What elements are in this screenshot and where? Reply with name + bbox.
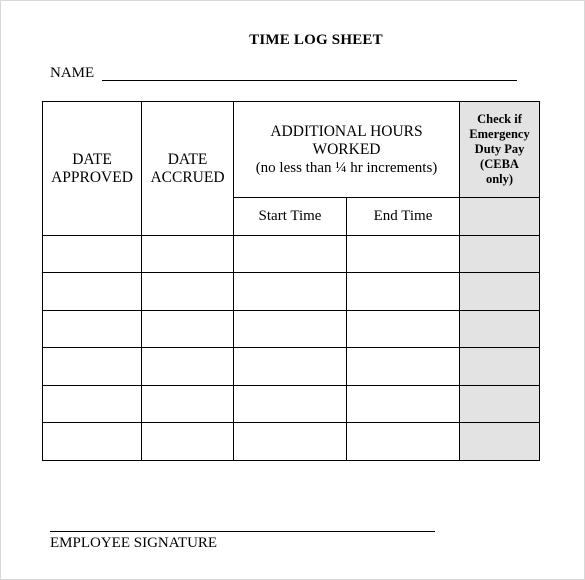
cell-check-emergency[interactable]: [460, 236, 540, 273]
name-field-row: [50, 64, 520, 84]
time-log-table: [42, 101, 540, 461]
header-check-line2: Emergency: [469, 127, 530, 141]
header-additional-line1: ADDITIONAL HOURS: [270, 122, 423, 140]
header-end-time: End Time: [347, 198, 460, 236]
cell-start-time[interactable]: [234, 423, 347, 461]
cell-date-approved[interactable]: [43, 236, 142, 273]
cell-start-time[interactable]: [234, 273, 347, 311]
table-row: [43, 348, 540, 386]
signature-line[interactable]: [50, 531, 435, 532]
cell-check-emergency[interactable]: [460, 311, 540, 348]
cell-end-time[interactable]: [347, 348, 460, 386]
page-title: TIME LOG SHEET: [249, 32, 383, 48]
table-row: [43, 236, 540, 273]
table-row: [43, 423, 540, 461]
cell-date-accrued[interactable]: [142, 311, 234, 348]
table-row: [43, 311, 540, 348]
header-date-accrued: [142, 102, 234, 236]
cell-date-accrued[interactable]: [142, 423, 234, 461]
cell-check-emergency[interactable]: [460, 386, 540, 423]
header-check-blank: [460, 198, 540, 236]
header-date-approved-line2: APPROVED: [51, 168, 133, 186]
cell-check-emergency[interactable]: [460, 423, 540, 461]
cell-date-approved[interactable]: [43, 273, 142, 311]
cell-check-emergency[interactable]: [460, 348, 540, 386]
cell-start-time[interactable]: [234, 348, 347, 386]
table-row: [43, 386, 540, 423]
cell-end-time[interactable]: [347, 236, 460, 273]
cell-end-time[interactable]: [347, 273, 460, 311]
cell-date-approved[interactable]: [43, 311, 142, 348]
header-additional-hours: [234, 102, 460, 198]
header-check-emergency: [460, 102, 540, 198]
cell-date-accrued[interactable]: [142, 236, 234, 273]
header-check-line4: (CEBA: [480, 157, 519, 171]
header-additional-line2: WORKED: [312, 140, 381, 158]
cell-end-time[interactable]: [347, 311, 460, 348]
cell-end-time[interactable]: [347, 386, 460, 423]
header-date-accrued-line1: DATE: [167, 150, 208, 168]
header-date-approved-line1: DATE: [72, 150, 112, 168]
header-check-line1: Check if: [477, 112, 522, 126]
cell-date-accrued[interactable]: [142, 348, 234, 386]
cell-check-emergency[interactable]: [460, 273, 540, 311]
header-additional-line3: (no less than ¼ hr increments): [255, 159, 438, 176]
name-label: NAME: [50, 65, 95, 81]
header-date-approved: [43, 102, 142, 236]
cell-start-time[interactable]: [234, 386, 347, 423]
name-input-line[interactable]: [102, 80, 517, 81]
cell-date-accrued[interactable]: [142, 386, 234, 423]
cell-end-time[interactable]: [347, 423, 460, 461]
table-row: [43, 273, 540, 311]
cell-date-accrued[interactable]: [142, 273, 234, 311]
header-date-accrued-line2: ACCRUED: [150, 168, 225, 186]
signature-label: EMPLOYEE SIGNATURE: [50, 535, 218, 551]
cell-start-time[interactable]: [234, 311, 347, 348]
cell-date-approved[interactable]: [43, 423, 142, 461]
header-check-line5: only): [485, 172, 514, 186]
cell-date-approved[interactable]: [43, 348, 142, 386]
header-start-time: Start Time: [234, 198, 347, 236]
cell-date-approved[interactable]: [43, 386, 142, 423]
cell-start-time[interactable]: [234, 236, 347, 273]
header-check-line3: Duty Pay: [474, 142, 525, 156]
